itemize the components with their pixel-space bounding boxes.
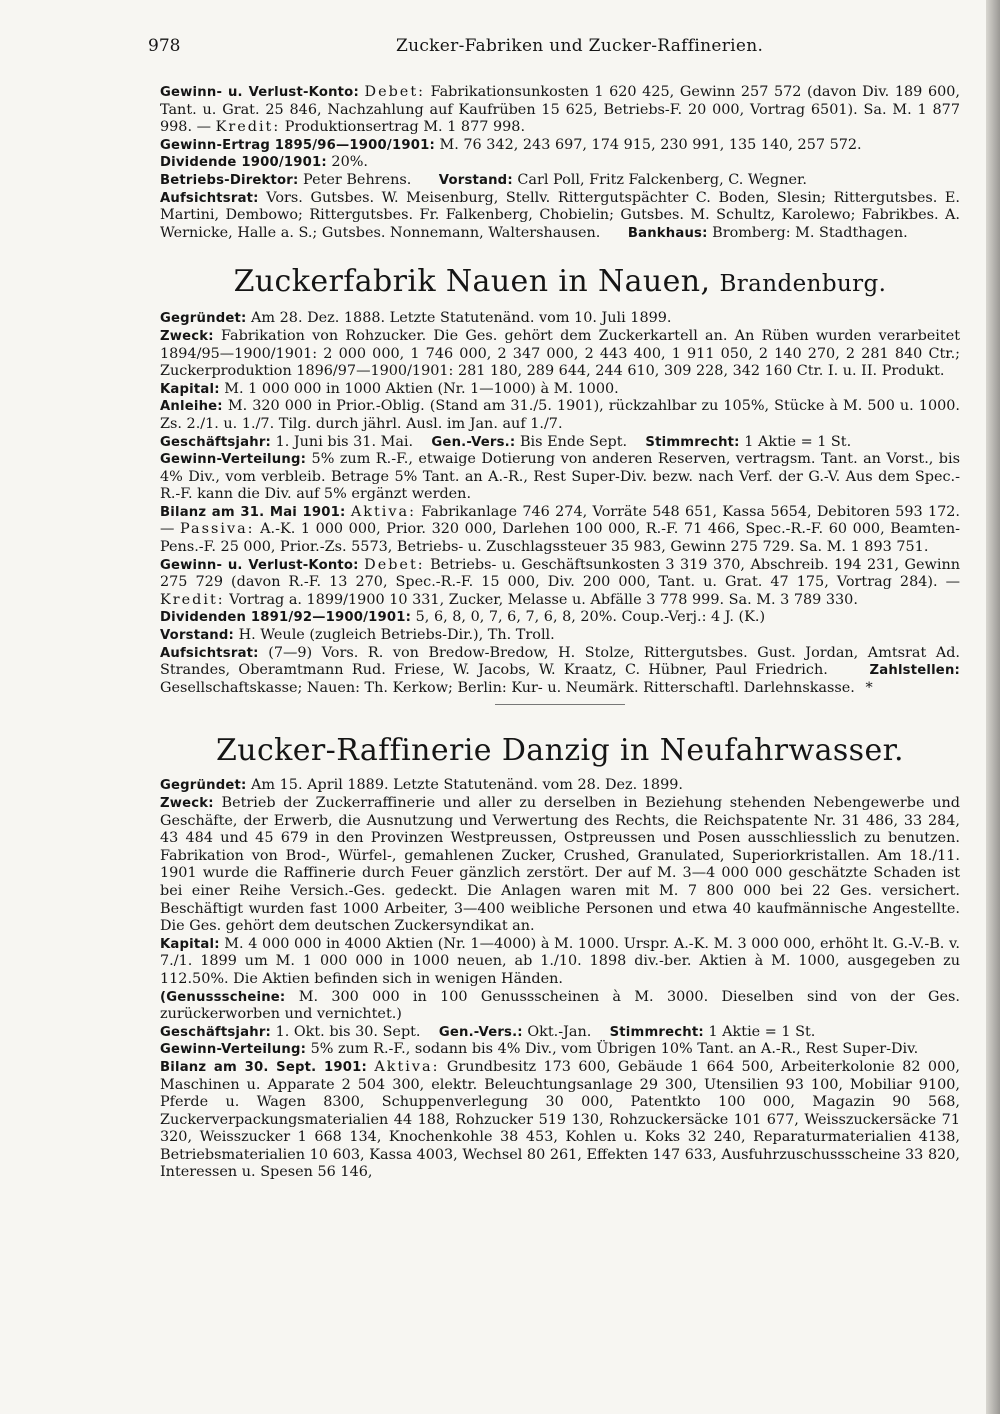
top-gv-label: Gewinn- u. Verlust-Konto: bbox=[160, 85, 359, 100]
nauen-aktiva-word: Aktiva: bbox=[350, 503, 416, 520]
nauen-bil-text-2: A.-K. 1 000 000, Prior. 320 000, Darlehen 100 000, R.-F. 71 466, Spec.-R.-F. 60 000, Beamten-Pens.-F. 25 000, Prior.-Zs. 5573, Betriebs- u. Zuschlagssteuer 35 983, Gewinn 275 729. Sa. M. 1 893 751. bbox=[160, 521, 960, 556]
danzig-kapital bbox=[160, 936, 960, 989]
danzig-gewinn-verteilung bbox=[160, 1041, 960, 1059]
nauen-vorst-label: Vorstand: bbox=[160, 628, 235, 644]
nauen-vorstand bbox=[160, 627, 960, 645]
top-direktor-vorstand bbox=[160, 172, 960, 190]
top-kredit-word: Kredit: bbox=[215, 119, 281, 136]
top-gv-text-2: Produktionsertrag M. 1 877 998. bbox=[284, 119, 526, 136]
nauen-genvers-text: Bis Ende Sept. bbox=[519, 433, 628, 450]
nauen-zweck bbox=[160, 328, 960, 381]
top-gewinn-ertrag bbox=[160, 137, 960, 155]
nauen-guv-label: Gewinn- u. Verlust-Konto: bbox=[160, 557, 359, 573]
nauen-zweck-label: Zweck: bbox=[160, 328, 214, 344]
nauen-zahl-text: Gesellschaftskasse; Nauen: Th. Kerkow; Berlin: Kur- u. Neumärk. Ritterschaftl. Darlehnskasse. bbox=[160, 679, 855, 696]
nauen-kapital-label: Kapital: bbox=[160, 381, 220, 397]
page-number: 978 bbox=[148, 36, 181, 56]
nauen-kapital-text: M. 1 000 000 in 1000 Aktien (Nr. 1—1000) à M. 1000. bbox=[224, 380, 619, 397]
nauen-title-main: Zuckerfabrik Nauen in Nauen, bbox=[233, 264, 711, 300]
top-dividende bbox=[160, 154, 960, 172]
danzig-genussscheine bbox=[160, 989, 960, 1024]
nauen-title-region: Brandenburg. bbox=[719, 271, 887, 298]
danzig-gs-text: M. 300 000 in 100 Genussscheinen à M. 3000. Dieselben sind von der Ges. zurückerworben und vernichtet.) bbox=[160, 988, 961, 1023]
nauen-vorst-text: H. Weule (zugleich Betriebs-Dir.), Th. Troll. bbox=[238, 627, 555, 644]
nauen-passiva-word: Passiva: bbox=[179, 521, 255, 538]
danzig-kapital-label: Kapital: bbox=[160, 936, 220, 952]
danzig-geg-text: Am 15. April 1889. Letzte Statutenänd. vom 28. Dez. 1899. bbox=[251, 777, 683, 794]
top-gv-konto bbox=[160, 84, 960, 137]
company-title-nauen bbox=[160, 266, 960, 300]
danzig-stimmrecht-text: 1 Aktie = 1 St. bbox=[708, 1023, 816, 1040]
nauen-gj-text: 1. Juni bis 31. Mai. bbox=[275, 433, 414, 450]
company-title-danzig: Zucker-Raffinerie Danzig in Neufahrwasser. bbox=[216, 733, 904, 769]
nauen-geg-label: Gegründet: bbox=[160, 311, 247, 327]
danzig-bilanz bbox=[160, 1059, 960, 1182]
nauen-debet-word: Debet: bbox=[364, 556, 425, 573]
nauen-gewinn-verteilung bbox=[160, 451, 960, 504]
nauen-zahl-label: Zahlstellen: bbox=[869, 663, 961, 679]
nauen-dvd-label: Dividenden 1891/92—1900/1901: bbox=[160, 610, 412, 626]
danzig-bil-text: Grundbesitz 173 600, Gebäude 1 664 500, Arbeiterkolonie 82 000, Maschinen u. Apparate 2 504 300, elektr. Beleuchtungsanlage 29 300, Utensilien 93 100, Mobiliar 9100, Pferde u. Wagen 8300, Schuppenverlegung 30 000, Patentkto 100 000, Magazin 90 568, Zuckerverpackungsmaterialien 44 188, Rohzucker 519 130, Rohzuckersäcke 101 677, Weisszuckersäcke 71 320, Weisszucker 1 668 134, Knochenkohle 38 453, Kohlen u. Koks 32 240, Reparaturmaterialien 4138, Betriebsmaterialien 10 603, Kassa 4003, Wechsel 80 261, Effekten 147 633, Ausfuhrzuschussscheine 33 820, Interessen u. Spesen 56 146, bbox=[160, 1058, 960, 1181]
top-bh-text: Bromberg: M. Stadthagen. bbox=[712, 224, 908, 241]
nauen-guv-text-1: Betriebs- u. Geschäftsunkosten 3 319 370, Abschreib. 194 231, Gewinn 275 729 (davon R.-F. 13 270, Spec.-R.-F. 15 000, Div. 200 000, Tant. u. Grat. 47 175, Vortrag 284). — bbox=[160, 556, 960, 591]
nauen-genvers-label: Gen.-Vers.: bbox=[431, 434, 516, 450]
top-vs-label: Vorstand: bbox=[438, 172, 513, 188]
danzig-zweck bbox=[160, 795, 960, 936]
nauen-gj-label: Geschäftsjahr: bbox=[160, 434, 271, 450]
nauen-aufsichtsrat bbox=[160, 645, 960, 698]
nauen-bilanz bbox=[160, 504, 960, 557]
danzig-gegruendet bbox=[160, 777, 960, 795]
danzig-gj-label: Geschäftsjahr: bbox=[160, 1024, 271, 1040]
top-bd-text: Peter Behrens. bbox=[303, 171, 412, 188]
top-div-label: Dividende 1900/1901: bbox=[160, 155, 327, 171]
nauen-geg-text: Am 28. Dez. 1888. Letzte Statutenänd. vom 10. Juli 1899. bbox=[251, 310, 672, 327]
danzig-gwv-label: Gewinn-Verteilung: bbox=[160, 1042, 307, 1058]
nauen-kredit-word: Kredit: bbox=[160, 591, 225, 608]
nauen-dvd-text: 5, 6, 8, 0, 7, 6, 7, 6, 8, 20%. Coup.-Verj.: 4 J. (K.) bbox=[415, 609, 766, 626]
top-ge-text: M. 76 342, 243 697, 174 915, 230 991, 135 140, 257 572. bbox=[439, 136, 862, 153]
top-gv-text-1: Fabrikationsunkosten 1 620 425, Gewinn 257 572 (davon Div. 189 600, Tant. u. Grat. 25 846, Nachzahlung auf Kaufrüben 15 625, Betriebs-F. 20 000, Vortrag 6501). Sa. M. 1 877 998. — bbox=[160, 84, 960, 136]
nauen-stimmrecht-label: Stimmrecht: bbox=[645, 434, 740, 450]
danzig-zweck-text: Betrieb der Zuckerraffinerie und aller zu derselben in Beziehung stehenden Nebengewerbe und Geschäfte, der Erwerb, die Ausnutzung und Verwertung des Rechts, die Reichspatente Nr. 31 486, 33 284, 43 484 und 45 679 in den Provinzen Westpreussen, Ostpreussen und Posen ausschliesslich zu benutzen. Fabrikation von Brod-, Würfel-, gemahlenen Zucker, Crushed, Granulated, Superiorkristallen. Am 18./11. 1901 wurde die Raffinerie durch Feuer gänzlich zerstört. Der auf M. 3—4 000 000 geschätzte Schaden ist bei einer Reihe Versich.-Ges. gedeckt. Die Anlagen waren mit M. 7 800 000 bei 22 Ges. versichert. Beschäftigt wurden fast 1000 Arbeiter, 3—400 weibliche Personen und etwa 40 kaufmännische Angestellte. Die Ges. gehört dem deutschen Zuckersyndikat an. bbox=[160, 795, 961, 935]
page-edge-shadow bbox=[986, 0, 1000, 1414]
danzig-geschaeftsjahr bbox=[160, 1024, 960, 1042]
danzig-zweck-label: Zweck: bbox=[160, 796, 214, 811]
danzig-genvers-text: Okt.-Jan. bbox=[527, 1023, 592, 1040]
nauen-anleihe bbox=[160, 398, 960, 433]
nauen-asterisk: * bbox=[865, 679, 873, 696]
top-ar-text: Vors. Gutsbes. W. Meisenburg, Stellv. Rittergutspächter C. Boden, Slesin; Rittergutsbes. E. Martini, Dembowo; Rittergutsbes. Fr. Falkenberg, Chobielin; Gutsbes. M. Schultz, Karolewo; Fabrikbes. A. Wernicke, Halle a. S.; Gutsbes. Nonnemann, Waltershausen. bbox=[160, 189, 960, 241]
nauen-dividenden bbox=[160, 609, 960, 627]
top-bd-label: Betriebs-Direktor: bbox=[160, 172, 299, 188]
nauen-bil-text-1: Fabrikanlage 746 274, Vorräte 548 651, Kassa 5654, Debitoren 593 172. — bbox=[160, 503, 961, 538]
top-ge-label: Gewinn-Ertrag 1895/96—1900/1901: bbox=[160, 137, 435, 153]
running-title: Zucker-Fabriken und Zucker-Raffinerien. bbox=[396, 36, 764, 56]
danzig-geg-label: Gegründet: bbox=[160, 778, 247, 794]
danzig-stimmrecht-label: Stimmrecht: bbox=[609, 1024, 704, 1040]
danzig-gs-label: (Genussscheine: bbox=[160, 989, 286, 1005]
nauen-anleihe-label: Anleihe: bbox=[160, 399, 223, 415]
section-divider bbox=[495, 704, 625, 705]
nauen-stimmrecht-text: 1 Aktie = 1 St. bbox=[744, 433, 852, 450]
nauen-ars-text: (7—9) Vors. R. von Bredow-Bredow, H. Stolze, Rittergutsbes. Gust. Jordan, Amtsrat Ad. Strandes, Oberamtmann Rud. Friese, W. Jacobs, W. Kraatz, C. Hübner, Paul Friedrich. bbox=[160, 644, 961, 679]
nauen-gwv-text: 5% zum R.-F., etwaige Dotierung von anderen Reserven, vertragsm. Tant. an Vorst., bis 4% Div., vom verbleib. Betrage 5% Tant. an A.-R., Rest Super-Div. bezw. nach Verf. der G.-V. Aus dem Spec.-R.-F. kann die Div. auf 5% ergänzt werden. bbox=[160, 451, 960, 503]
running-header bbox=[148, 36, 958, 60]
danzig-gj-text: 1. Okt. bis 30. Sept. bbox=[275, 1023, 421, 1040]
danzig-gwv-text: 5% zum R.-F., sodann bis 4% Div., vom Übrigen 10% Tant. an A.-R., Rest Super-Div. bbox=[310, 1041, 919, 1058]
nauen-guv-text-2: Vortrag a. 1899/1900 10 331, Zucker, Melasse u. Abfälle 3 778 999. Sa. M. 3 789 330. bbox=[229, 591, 858, 608]
nauen-gwv-label: Gewinn-Verteilung: bbox=[160, 452, 307, 468]
top-debet-word: Debet: bbox=[364, 84, 425, 100]
nauen-kapital bbox=[160, 381, 960, 399]
top-ar-label: Aufsichtsrat: bbox=[160, 190, 259, 206]
nauen-anleihe-text: M. 320 000 in Prior.-Oblig. (Stand am 31./5. 1901), rückzahlbar zu 105%, Stücke à M. 500 u. 1000. Zs. 2./1. u. 1./7. Tilg. durch jährl. Ausl. im Jan. auf 1./7. bbox=[160, 398, 961, 432]
nauen-gegruendet bbox=[160, 310, 960, 328]
danzig-bil-label: Bilanz am 30. Sept. 1901: bbox=[160, 1059, 367, 1075]
danzig-genvers-label: Gen.-Vers.: bbox=[438, 1024, 523, 1040]
top-vs-text: Carl Poll, Fritz Falckenberg, C. Wegner. bbox=[517, 171, 807, 188]
top-div-text: 20%. bbox=[331, 154, 368, 171]
top-bh-label: Bankhaus: bbox=[627, 225, 708, 241]
top-aufsichtsrat bbox=[160, 190, 960, 243]
nauen-zweck-text: Fabrikation von Rohzucker. Die Ges. gehört dem Zuckerkartell an. An Rüben wurden verarbeitet 1894/95—1900/1901: 2 000 000, 1 746 000, 2 347 000, 2 443 400, 1 911 050, 2 140 270, 2 281 840 Ctr.; Zuckerproduktion 1896/97—1900/1901: 281 180, 289 644, 244 610, 309 228, 342 160 Ctr. I. u. II. Produkt. bbox=[160, 327, 960, 380]
page-content bbox=[160, 84, 960, 1182]
danzig-aktiva-word: Aktiva: bbox=[374, 1058, 440, 1075]
danzig-kapital-text: M. 4 000 000 in 4000 Aktien (Nr. 1—4000) à M. 1000. Urspr. A.-K. M. 3 000 000, erhöht lt. G.-V.-B. v. 7./1. 1899 um M. 1 000 000 in 1000 neuen, ab 1./10. 1898 div.-ber. Aktien à M. 1000, ausgegeben zu 112.50%. Die Aktien befinden sich in wenigen Händen. bbox=[160, 935, 960, 987]
nauen-gv-konto bbox=[160, 557, 960, 610]
nauen-bil-label: Bilanz am 31. Mai 1901: bbox=[160, 504, 346, 520]
nauen-geschaeftsjahr bbox=[160, 434, 960, 452]
nauen-ars-label: Aufsichtsrat: bbox=[160, 645, 259, 661]
